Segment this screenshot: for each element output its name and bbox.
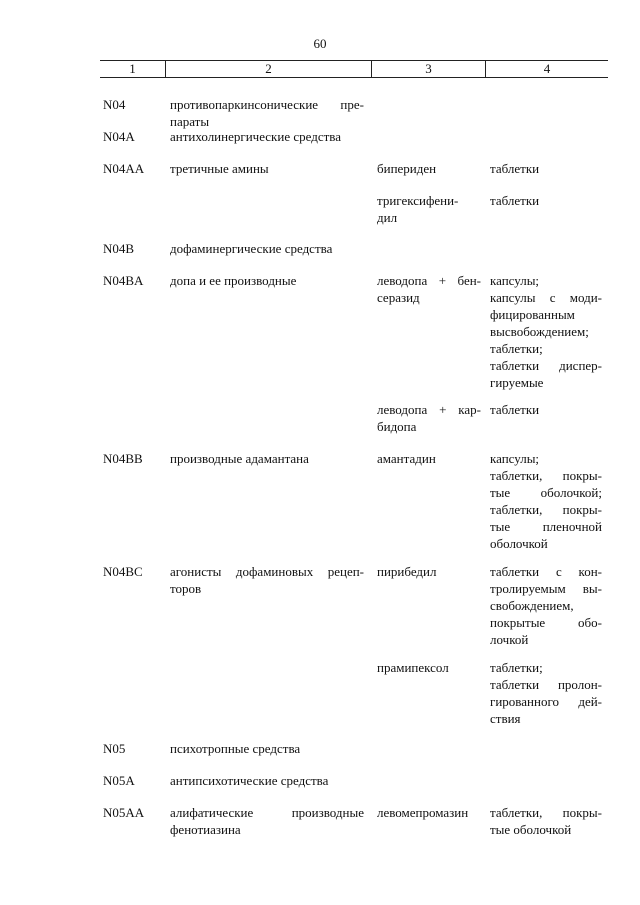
anatomical-group-line: параты <box>170 114 210 129</box>
atc-code: N04A <box>103 129 135 144</box>
drug-name <box>377 563 481 580</box>
page-number: 60 <box>313 36 327 51</box>
atc-code: N04AA <box>103 161 145 176</box>
dosage-form-line: капсулы; <box>490 273 540 288</box>
dosage-form-line: таблетки <box>490 161 540 176</box>
anatomical-group-line: фенотиазина <box>170 822 241 837</box>
drug-name-line: пирибедил <box>377 564 437 579</box>
drug-name <box>377 804 481 821</box>
drug-name-line: тригексифени- <box>377 193 459 208</box>
dosage-form <box>490 192 602 209</box>
drug-name-line: серазид <box>377 290 420 305</box>
anatomical-group-line: алифатические производные <box>170 805 364 820</box>
anatomical-group-line: торов <box>170 581 202 596</box>
drug-name-line: леводопа + кар- <box>377 402 481 417</box>
dosage-form-line: тые оболочкой; <box>490 485 602 500</box>
anatomical-group-line: производные адамантана <box>170 451 309 466</box>
dosage-form-line: свобождением, <box>490 598 574 613</box>
anatomical-group <box>170 160 364 177</box>
anatomical-group-line: агонисты дофаминовых рецеп- <box>170 564 364 579</box>
dosage-form-line: таблетки пролон- <box>490 677 602 692</box>
drug-name <box>377 450 481 467</box>
dosage-form <box>490 659 602 727</box>
anatomical-group <box>170 96 364 130</box>
anatomical-group-line: допа и ее производные <box>170 273 297 288</box>
dosage-form <box>490 450 602 552</box>
dosage-form <box>490 160 602 177</box>
dosage-form-line: фицированным <box>490 307 575 322</box>
atc-code: N05AA <box>103 805 145 820</box>
dosage-form <box>490 272 602 391</box>
dosage-form-line: покрытые обо- <box>490 615 602 630</box>
column-header-4: 4 <box>543 61 551 76</box>
dosage-form <box>490 401 602 418</box>
anatomical-group <box>170 772 364 789</box>
drug-name <box>377 401 481 435</box>
dosage-form-line: таблетки <box>490 402 540 417</box>
atc-code: N05A <box>103 773 135 788</box>
anatomical-group <box>170 450 364 467</box>
atc-code: N04BB <box>103 451 143 466</box>
drug-name-line: прамипексол <box>377 660 449 675</box>
drug-name-line: бипериден <box>377 161 437 176</box>
anatomical-group <box>170 804 364 838</box>
drug-name-line: леводопа + бен- <box>377 273 481 288</box>
dosage-form-line: гируемые <box>490 375 544 390</box>
drug-name-line: бидопа <box>377 419 417 434</box>
dosage-form-line: ствия <box>490 711 521 726</box>
atc-code: N05 <box>103 741 126 756</box>
column-header-2: 2 <box>265 61 272 76</box>
drug-name <box>377 659 481 676</box>
dosage-form-line: таблетки <box>490 193 540 208</box>
dosage-form-line: таблетки, покры- <box>490 502 602 517</box>
column-header-1: 1 <box>129 61 136 76</box>
anatomical-group-line: противопаркинсонические пре- <box>170 97 364 112</box>
atc-code: N04 <box>103 97 126 112</box>
dosage-form-line: гированного дей- <box>490 694 602 709</box>
dosage-form-line: таблетки, покры- <box>490 805 602 820</box>
anatomical-group <box>170 272 364 289</box>
dosage-form <box>490 563 602 648</box>
anatomical-group-line: психотропные средства <box>170 741 301 756</box>
anatomical-group <box>170 240 364 257</box>
column-header-3: 3 <box>425 61 432 76</box>
drug-name <box>377 192 481 226</box>
anatomical-group-line: дофаминергические средства <box>170 241 333 256</box>
dosage-form-line: таблетки, покры- <box>490 468 602 483</box>
table-column-header <box>100 60 608 78</box>
drug-name-line: амантадин <box>377 451 436 466</box>
dosage-form-line: таблетки; <box>490 341 543 356</box>
dosage-form-line: капсулы с моди- <box>490 290 602 305</box>
dosage-form-line: таблетки с кон- <box>490 564 602 579</box>
dosage-form-line: тые оболочкой <box>490 822 572 837</box>
dosage-form-line: тролируемым вы- <box>490 581 602 596</box>
dosage-form-line: тые пленочной <box>490 519 602 534</box>
anatomical-group-line: антихолинергические средства <box>170 129 342 144</box>
dosage-form-line: лочкой <box>490 632 529 647</box>
atc-code: N04BC <box>103 564 143 579</box>
anatomical-group-line: третичные амины <box>170 161 269 176</box>
drug-name <box>377 272 481 306</box>
anatomical-group <box>170 740 364 757</box>
anatomical-group <box>170 563 364 597</box>
dosage-form <box>490 804 602 838</box>
drug-name <box>377 160 481 177</box>
dosage-form-line: таблетки диспер- <box>490 358 602 373</box>
dosage-form-line: оболочкой <box>490 536 548 551</box>
dosage-form-line: высвобождением; <box>490 324 589 339</box>
atc-code: N04B <box>103 241 135 256</box>
dosage-form-line: таблетки; <box>490 660 543 675</box>
atc-code: N04BA <box>103 273 144 288</box>
dosage-form-line: капсулы; <box>490 451 540 466</box>
drug-name-line: дил <box>377 210 398 225</box>
anatomical-group-line: антипсихотические средства <box>170 773 329 788</box>
drug-name-line: левомепромазин <box>377 805 469 820</box>
anatomical-group <box>170 128 364 145</box>
